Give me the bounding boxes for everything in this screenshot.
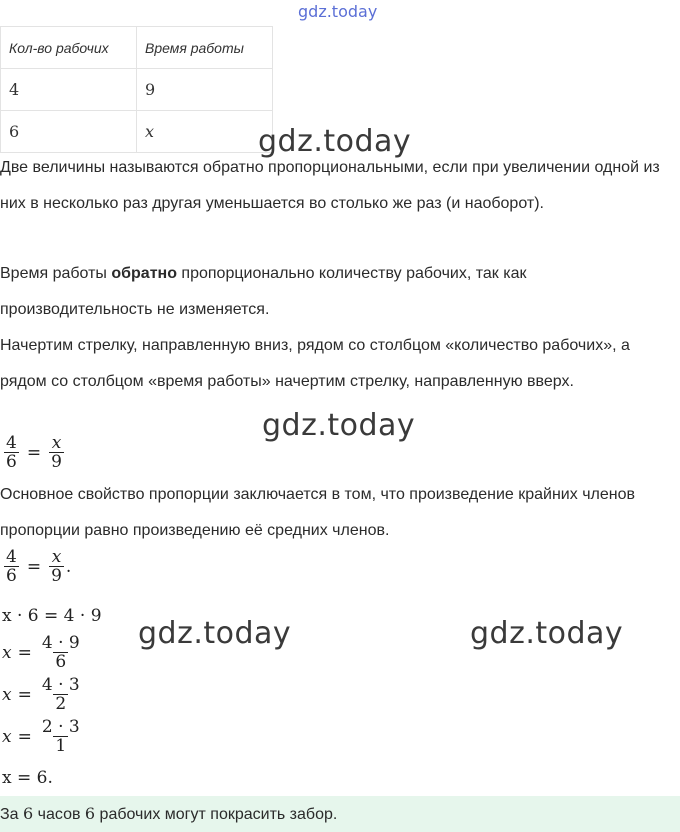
paragraph-property: Основное свойство пропорции заключается в том, что произведение крайних членов пропорции равно произведению её средних членов. [0,486,635,539]
paragraph-inverse: Время работы обратно пропорционально количеству рабочих, так как производительность не изменяется. [0,265,527,318]
table-cell: 4 [1,69,137,111]
table-cell: 6 [1,111,137,153]
table-header-row [1,27,273,69]
table-header-workers: Кол-во рабочих [1,27,137,69]
table-cell: x [137,111,273,153]
equation-step-3: x = $\frac{2 \cdot 3}{1}$ [2,717,80,756]
equation-step-1: x = $\frac{4 \cdot 9}{6}$ [2,633,80,672]
equation-proportion: $\frac{4}{6}$ = $\frac{x}{9}$ [6,433,62,472]
watermark: gdz.today [258,124,412,159]
equation-step-2: x = $\frac{4 \cdot 3}{2}$ [2,675,80,714]
equation-cross-multiply: x · 6 = 4 · 9 [2,606,102,626]
answer-box: За 6 часов 6 рабочих могут покрасить забор. [0,796,680,832]
watermark: gdz.today [138,616,292,651]
data-table [0,26,273,153]
paragraph-definition: Две величины называются обратно пропорциональными, если при увеличении одной из них в несколько раз другая уменьшается во столько же раз (и наоборот). [0,159,660,212]
table-row [1,69,273,111]
table-cell: 9 [137,69,273,111]
equation-proportion-2: $\frac{4}{6}$ = $\frac{x}{9}$ . [6,547,72,586]
equation-result: x = 6. [2,768,53,788]
bold-text: обратно [111,265,177,282]
watermark-top: gdz.today [298,2,378,21]
paragraph-arrows: Начертим стрелку, направленную вниз, рядом со столбцом «количество рабочих», а рядом со столбцом «время работы» начертим стрелку, направленную вверх. [0,337,630,390]
table-header-time: Время работы [137,27,273,69]
table-row [1,111,273,153]
watermark: gdz.today [262,408,416,443]
watermark: gdz.today [470,616,624,651]
